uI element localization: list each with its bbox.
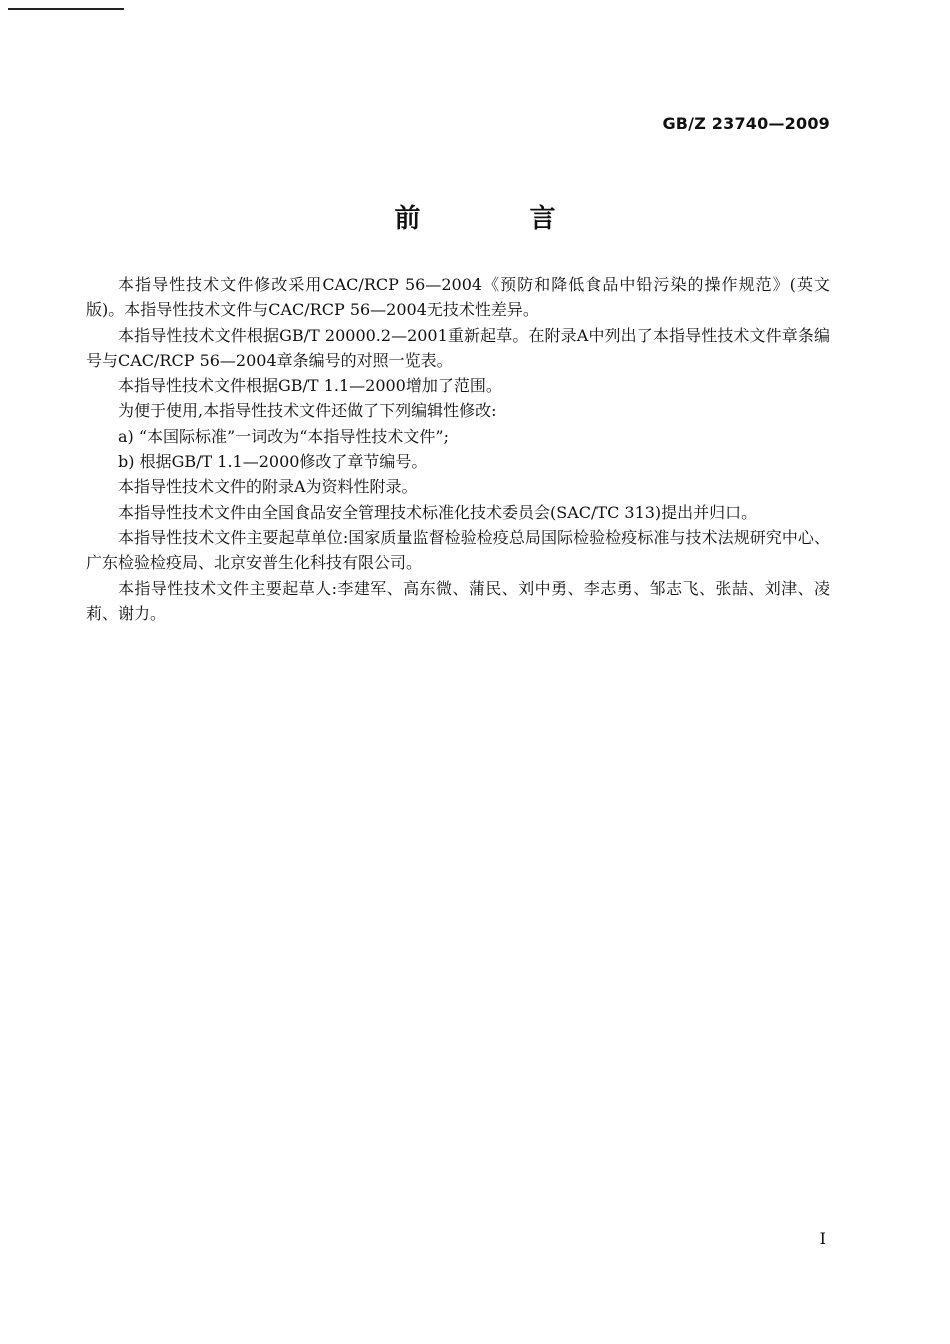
- paragraph-proposer: 本指导性技术文件由全国食品安全管理技术标准化技术委员会(SAC/TC 313)提出并归口。: [118, 502, 758, 522]
- paragraph-scope-added: 本指导性技术文件根据GB/T 1.1—2000增加了范围。: [118, 376, 502, 396]
- paragraph-adoption: 本指导性技术文件修改采用CAC/RCP 56—2004《预防和降低食品中铅污染的操作规范》(英文版)。本指导性技术文件与CAC/RCP 56—2004无技术性差异。: [86, 275, 830, 320]
- paragraph-drafters: 本指导性技术文件主要起草人:李建军、高东微、蒲民、刘中勇、李志勇、邹志飞、张喆、刘津、凌莉、谢力。: [86, 578, 830, 623]
- paragraph-drafting-units: 本指导性技术文件主要起草单位:国家质量监督检验检疫总局国际检验检疫标准与技术法规研究中心、广东检验检疫局、北京安普生化科技有限公司。: [86, 527, 830, 573]
- list-item-b: b) 根据GB/T 1.1—2000修改了章节编号。: [118, 452, 428, 472]
- page-title: 前 言: [394, 204, 606, 234]
- page-number: I: [819, 1229, 826, 1248]
- document-code: GB/Z 23740—2009: [662, 114, 830, 133]
- paragraph-drafting-basis: 本指导性技术文件根据GB/T 20000.2—2001重新起草。在附录A中列出了本指导性技术文件章条编号与CAC/RCP 56—2004章条编号的对照一览表。: [86, 325, 830, 370]
- paragraph-annex: 本指导性技术文件的附录A为资料性附录。: [118, 477, 418, 497]
- foreword-body: [86, 272, 830, 626]
- paragraph-editorial-intro: 为便于使用,本指导性技术文件还做了下列编辑性修改:: [118, 401, 497, 421]
- list-item-a: a) “本国际标准”一词改为“本指导性技术文件”;: [118, 426, 449, 446]
- top-rule: [8, 8, 124, 10]
